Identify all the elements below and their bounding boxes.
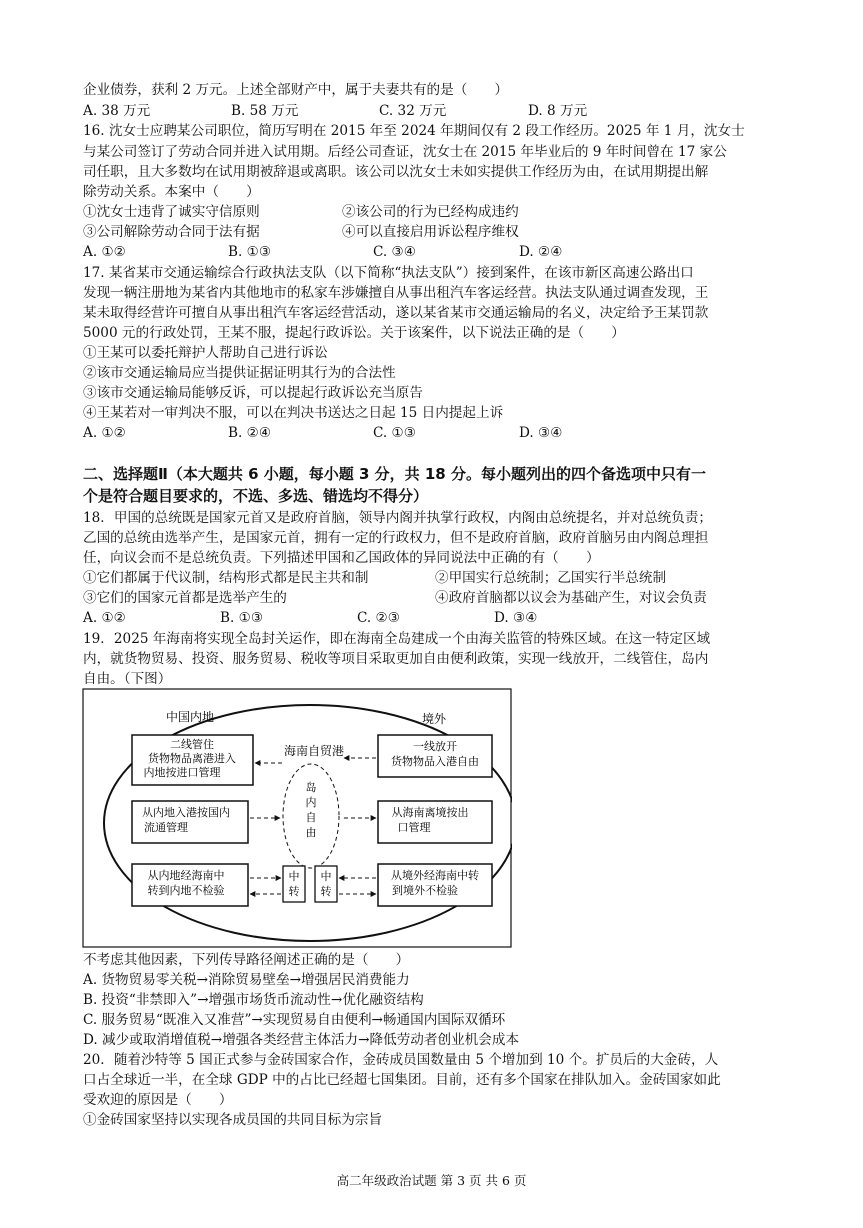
q19-option-a: A. 货物贸易零关税→消除贸易壁垒→增强居民消费能力: [83, 972, 410, 988]
q15-text: 企业债券，获利 2 万元。上述全部财产中，属于夫妻共有的是（ ）: [83, 82, 509, 98]
q20-line: 受欢迎的原因是（ ）: [83, 1092, 233, 1108]
q16-statement: ①沈女士违背了诚实守信原则: [83, 204, 260, 220]
q18-statement: ①它们都属于代议制，结构形式都是民主共和制: [83, 570, 369, 586]
q17-option-a: A. ①②: [83, 425, 126, 441]
q18-option-a: A. ①②: [83, 610, 126, 626]
q20-statement: ①金砖国家坚持以实现各成员国的共同目标为宗旨: [83, 1112, 383, 1128]
q17-line: 某未取得经营许可擅自从事出租汽车客运经营活动，遂以某省某市交通运输局的名义，决定给予王某罚款: [83, 305, 709, 321]
box-text: 流通管理: [144, 821, 188, 834]
q17-option-c: C. ①③: [373, 425, 416, 441]
center-title: 海南自贸港: [284, 744, 345, 758]
q20-line: 20．随着沙特等 5 国正式参与金砖国家合作，金砖成员国数量由 5 个增加到 10 个。扩员后的大金砖，人: [83, 1052, 719, 1068]
page-footer: 高二年级政治试题 第 3 页 共 6 页: [336, 1173, 527, 1188]
label-abroad: 境外: [422, 712, 447, 726]
box-text: 转到内地不检验: [147, 884, 225, 897]
q18-option-b: B. ①③: [220, 610, 264, 626]
q19-line: 内，就货物贸易、投资、服务贸易、税收等项目采取更加自由便利政策，实现一线放开，二线管住，岛内: [83, 651, 709, 667]
q17-line: 发现一辆注册地为某省内其他地市的私家车涉嫌擅自从事出租汽车客运经营。执法支队通过调查发现，王: [83, 285, 709, 301]
section-heading: 个是符合题目要求的，不选、多选、错选均不得分）: [83, 487, 429, 505]
box-text: 从内地经海南中: [147, 869, 225, 882]
q15-option-c: C. 32 万元: [379, 103, 447, 119]
q15-option-b: B. 58 万元: [231, 103, 299, 119]
section-heading: 二、选择题Ⅱ（本大题共 6 小题，每小题 3 分，共 18 分。每小题列出的四个备选项中只有一: [83, 465, 706, 483]
q18-statement: ③它们的国家元首都是选举产生的: [83, 590, 287, 606]
q18-option-d: D. ③④: [494, 610, 538, 626]
q15-option-a: A. 38 万元: [83, 103, 151, 119]
q18-line: 任，向议会而不是总统负责。下列描述甲国和乙国政体的异同说法中正确的有（ ）: [83, 550, 600, 566]
box-text: 转: [320, 885, 332, 898]
q18-statement: ④政府首脑都以议会为基础产生，对议会负责: [435, 590, 707, 606]
q17-line: 17. 某省某市交通运输综合行政执法支队（以下简称“执法支队”）接到案件，在该市新区高速公路出口: [83, 265, 694, 281]
q17-option-d: D. ③④: [519, 425, 563, 441]
center-char: 由: [305, 826, 317, 839]
q16-statement: ②该公司的行为已经构成违约: [342, 204, 519, 220]
box-text: 到境外不检验: [392, 884, 458, 897]
box-text: 一线放开: [413, 740, 457, 753]
q19-line: 19．2025 年海南将实现全岛封关运作，即在海南全岛建成一个由海关监管的特殊区域。在这一特定区域: [83, 631, 711, 647]
box-text: 从境外经海南中转: [391, 869, 479, 882]
q19-line: 自由。（下图）: [83, 671, 172, 687]
box-text: 从内地入港按国内: [142, 806, 230, 819]
q16-statement: ③公司解除劳动合同于法有据: [83, 224, 260, 240]
box-text: 中: [288, 870, 300, 883]
label-mainland: 中国内地: [166, 710, 215, 724]
box-text: 从海南离境按出: [391, 806, 469, 819]
center-char: 内: [305, 796, 317, 809]
q17-statement: ③该市交通运输局能够反诉，可以提起行政诉讼充当原告: [83, 385, 423, 401]
q19-question: 不考虑其他因素，下列传导路径阐述正确的是（ ）: [83, 952, 410, 968]
q17-statement: ④王某若对一审判决不服，可以在判决书送达之日起 15 日内提起上诉: [83, 405, 504, 421]
q15-option-d: D. 8 万元: [528, 103, 588, 119]
q17-option-b: B. ②④: [228, 425, 272, 441]
q19-option-c: C. 服务贸易“既准入又准营”→实现贸易自由便利→畅通国内国际双循环: [83, 1012, 506, 1028]
q18-option-c: C. ②③: [357, 610, 400, 626]
q20-line: 口占全球近一半，在全球 GDP 中的占比已经超七国集团。目前，还有多个国家在排队加入。金砖国家如此: [83, 1072, 721, 1088]
q19-option-b: B. 投资“非禁即入”→增强市场货币流动性→优化融资结构: [83, 992, 424, 1008]
box-text: 口管理: [397, 821, 431, 834]
q16-line: 除劳动关系。本案中（ ）: [83, 184, 260, 200]
box-text: 中: [320, 870, 332, 883]
box-text: 二线管住: [170, 738, 214, 751]
q16-line: 与某公司签订了劳动合同并进入试用期。后经公司查证，沈女士在 2015 年毕业后的 9 年时间曾在 17 家公: [83, 144, 727, 160]
q17-statement: ②该市交通运输局应当提供证据证明其行为的合法性: [83, 365, 396, 381]
q16-option-c: C. ③④: [373, 244, 416, 260]
q17-line: 5000 元的行政处罚，王某不服，提起行政诉讼。关于该案件，以下说法正确的是（ ）: [83, 325, 625, 341]
q19-option-d: D. 减少或取消增值税→增强各类经营主体活力→降低劳动者创业机会成本: [83, 1032, 520, 1048]
q16-option-a: A. ①②: [83, 244, 126, 260]
center-char: 岛: [305, 781, 317, 794]
q16-line: 16. 沈女士应聘某公司职位，简历写明在 2015 年至 2024 年期间仅有 2 段工作经历。2025 年 1 月，沈女士: [83, 123, 745, 139]
q16-line: 司任职，且大多数均在试用期被辞退或离职。该公司以沈女士未如实提供工作经历为由，在试用期提出解: [83, 164, 709, 180]
q16-option-b: B. ①③: [228, 244, 272, 260]
q18-statement: ②甲国实行总统制；乙国实行半总统制: [435, 570, 667, 586]
box-text: 转: [288, 885, 300, 898]
q16-statement: ④可以直接启用诉讼程序维权: [342, 224, 519, 240]
q18-line: 乙国的总统由选举产生，是国家元首，拥有一定的行政权力，但不是政府首脑，政府首脑另由内阁总理担: [83, 530, 709, 546]
box-text: 货物物品离港进入: [148, 752, 236, 765]
box-text: 内地按进口管理: [143, 766, 221, 779]
center-char: 自: [305, 811, 317, 824]
q17-statement: ①王某可以委托辩护人帮助自己进行诉讼: [83, 345, 328, 361]
q16-option-d: D. ②④: [519, 244, 563, 260]
box-text: 货物物品入港自由: [391, 755, 479, 768]
q18-line: 18．甲国的总统既是国家元首又是政府首脑，领导内阁并执掌行政权，内阁由总统提名，并对总统负责；: [83, 510, 713, 526]
hainan-ftz-diagram: [82, 688, 512, 948]
